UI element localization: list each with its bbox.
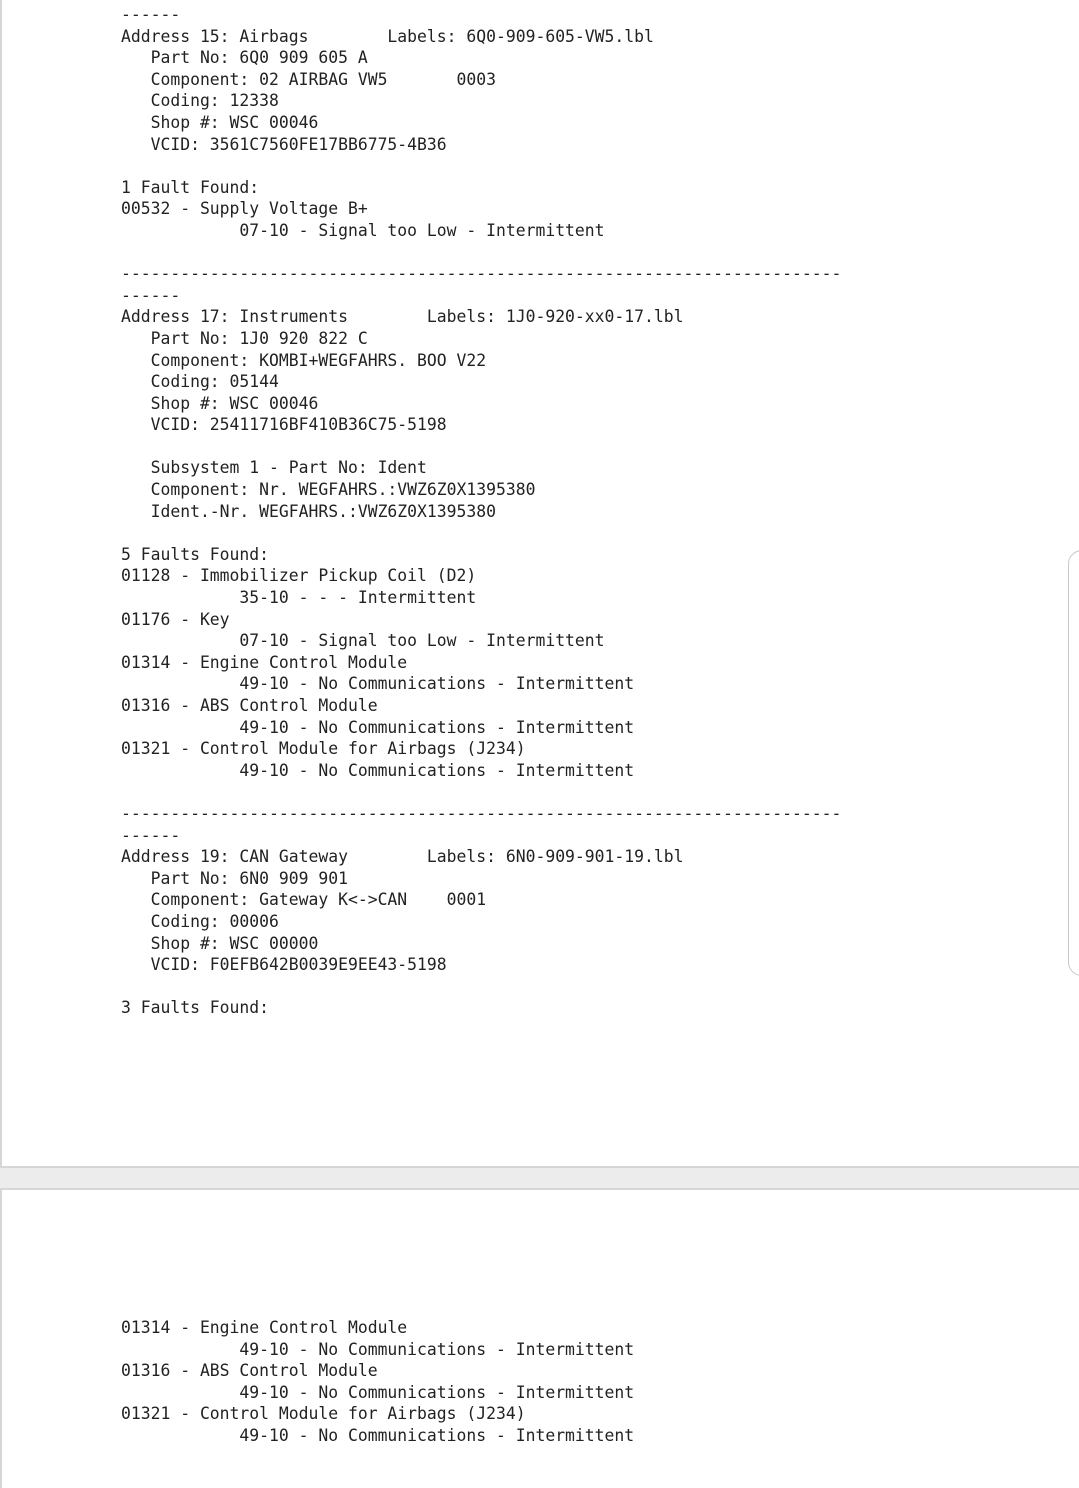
report-line: VCID: 3561C7560FE17BB6775-4B36 <box>121 134 447 154</box>
scrollbar-thumb[interactable] <box>1068 550 1079 976</box>
report-line: ------------------------------------------------------------------------- <box>121 803 842 823</box>
report-line <box>121 976 841 998</box>
report-line: Address 15: Airbags Labels: 6Q0-909-605-VW5.lbl <box>121 26 654 46</box>
report-line: Coding: 00006 <box>121 911 279 931</box>
report-line: 01314 - Engine Control Module <box>121 1318 408 1337</box>
report-line <box>121 242 841 264</box>
report-line <box>121 155 841 177</box>
report-line: ------ <box>121 285 181 305</box>
report-line: Coding: 12338 <box>121 91 279 111</box>
report-line <box>121 781 841 803</box>
report-line: 5 Faults Found: <box>121 544 270 564</box>
report-line <box>121 436 841 458</box>
report-line: 00532 - Supply Voltage B+ <box>121 199 368 219</box>
report-line: ------ <box>121 825 181 845</box>
report-line: Shop #: WSC 00046 <box>121 112 319 132</box>
report-line: Component: 02 AIRBAG VW5 0003 <box>121 69 496 89</box>
report-line: 49-10 - No Communications - Intermittent <box>121 1339 635 1359</box>
scan-report-text-page-2 <box>121 1317 634 1447</box>
report-line: Part No: 1J0 920 822 C <box>121 328 368 348</box>
report-line: 49-10 - No Communications - Intermittent <box>121 1425 635 1445</box>
report-line: Coding: 05144 <box>121 372 279 392</box>
report-line: 49-10 - No Communications - Intermittent <box>121 674 635 694</box>
report-line: Address 19: CAN Gateway Labels: 6N0-909-901-19.lbl <box>121 847 684 867</box>
report-line: Address 17: Instruments Labels: 1J0-920-xx0-17.lbl <box>121 307 684 327</box>
report-line: 07-10 - Signal too Low - Intermittent <box>121 631 605 651</box>
report-line: 01128 - Immobilizer Pickup Coil (D2) <box>121 566 477 586</box>
report-line: VCID: 25411716BF410B36C75-5198 <box>121 415 447 435</box>
report-line: 01176 - Key <box>121 609 230 629</box>
report-line: 01316 - ABS Control Module <box>121 1361 378 1381</box>
report-line: Shop #: WSC 00000 <box>121 933 319 953</box>
report-line: 01314 - Engine Control Module <box>121 652 408 672</box>
report-line: 49-10 - No Communications - Intermittent <box>121 760 635 780</box>
report-line: ------ <box>121 5 181 24</box>
report-line: 35-10 - - - Intermittent <box>121 588 477 608</box>
report-line <box>121 522 841 544</box>
page-separator <box>0 1168 1079 1188</box>
report-line: 01316 - ABS Control Module <box>121 696 378 715</box>
report-line: ------------------------------------------------------------------------- <box>121 264 842 284</box>
report-line: Part No: 6Q0 909 605 A <box>121 48 368 68</box>
report-line: Component: Gateway K<->CAN 0001 <box>121 890 487 910</box>
report-line: Component: KOMBI+WEGFAHRS. BOO V22 <box>121 350 487 370</box>
report-line: Component: Nr. WEGFAHRS.:VWZ6Z0X1395380 <box>121 480 536 500</box>
report-line: Shop #: WSC 00046 <box>121 393 319 413</box>
report-line: 3 Faults Found: <box>121 998 270 1018</box>
report-line: 49-10 - No Communications - Intermittent <box>121 717 635 737</box>
report-line: 01321 - Control Module for Airbags (J234) <box>121 739 526 759</box>
report-line: Ident.-Nr. WEGFAHRS.:VWZ6Z0X1395380 <box>121 501 496 521</box>
report-line: 49-10 - No Communications - Intermittent <box>121 1382 635 1402</box>
report-line: Subsystem 1 - Part No: Ident <box>121 458 427 478</box>
report-line: 1 Fault Found: <box>121 177 260 197</box>
report-line: 01321 - Control Module for Airbags (J234) <box>121 1404 526 1424</box>
report-line: 07-10 - Signal too Low - Intermittent <box>121 220 605 240</box>
report-line: Part No: 6N0 909 901 <box>121 868 348 888</box>
report-line: VCID: F0EFB642B0039E9EE43-5198 <box>121 955 447 975</box>
scan-report-text-page-1 <box>121 4 841 1019</box>
